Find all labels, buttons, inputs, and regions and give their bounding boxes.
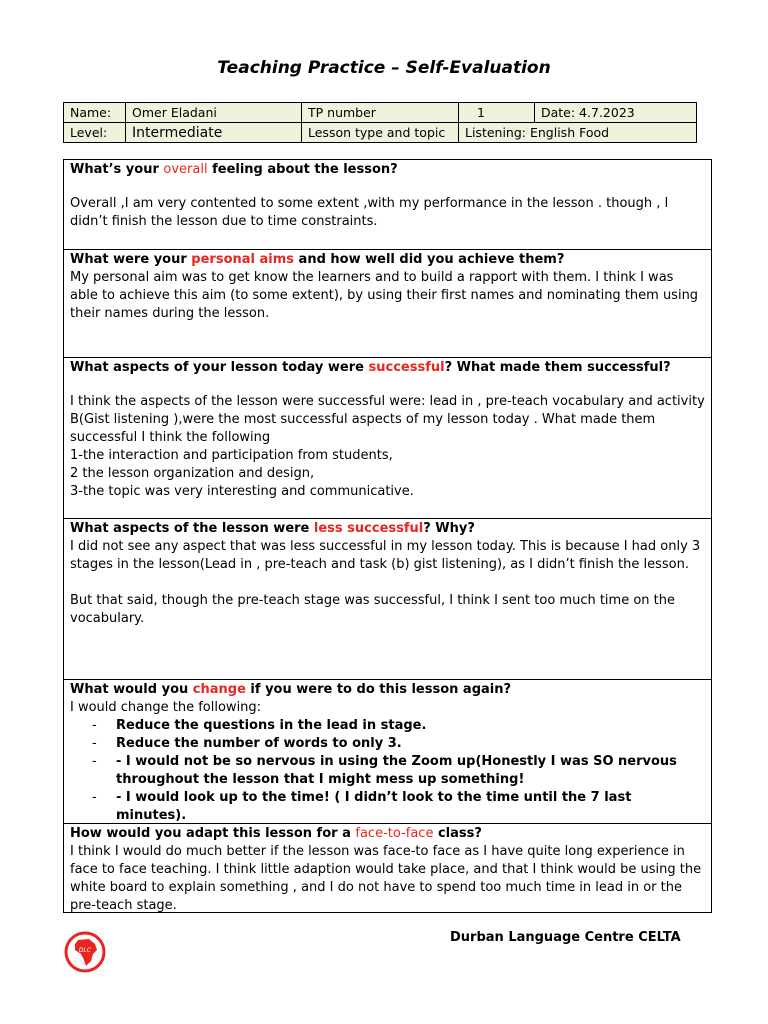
tp-label: TP number — [302, 103, 459, 123]
level-value: Intermediate — [126, 123, 302, 143]
answer-less-para2: But that said, though the pre-teach stage was successful, I think I sent too much time on the vocabulary. — [70, 593, 675, 626]
list-item: 1-the interaction and participation from students, — [70, 448, 393, 463]
evaluation-table — [63, 159, 712, 913]
name-label: Name: — [64, 103, 126, 123]
answer-overall: Overall ,I am very contented to some extent ,with my performance in the lesson . though , I didn’t finish the lesson due to time constraints. — [70, 196, 669, 229]
question-less-successful: What aspects of the lesson were less successful? Why? — [70, 521, 475, 536]
dlc-logo — [63, 930, 107, 974]
name-value: Omer Eladani — [126, 103, 302, 123]
section-aims — [64, 250, 711, 358]
section-adapt — [64, 824, 711, 912]
answer-less-para1: I did not see any aspect that was less successful in my lesson today. This is because I had only 3 stages in the lesson(Lead in , pre-teach and task (b) gist listening), as I didn’t finish the lesson. — [70, 539, 701, 572]
lesson-label: Lesson type and topic — [302, 123, 459, 143]
list-item: 2 the lesson organization and design, — [70, 466, 315, 481]
section-less-successful — [64, 519, 711, 680]
svg-text:DLC: DLC — [78, 947, 92, 954]
page-title: Teaching Practice – Self-Evaluation — [217, 58, 551, 78]
answer-aims: My personal aim was to get know the learners and to build a rapport with them. I think I was able to achieve this aim (to some extent), by using their first names and nominating them using their names during the lesson. — [70, 270, 699, 321]
footer-org: Durban Language Centre CELTA — [450, 930, 681, 945]
section-successful — [64, 358, 711, 519]
level-label: Level: — [64, 123, 126, 143]
list-item: - - I would look up to the time! ( I didn’t look to the time until the 7 last minutes). — [92, 790, 632, 823]
list-item: 3-the topic was very interesting and communicative. — [70, 484, 414, 499]
tp-value: 1 — [459, 103, 535, 123]
question-successful: What aspects of your lesson today were successful? What made them successful? — [70, 360, 671, 375]
section-overall — [64, 160, 711, 250]
answer-adapt: I think I would do much better if the lesson was face-to face as I have quite long experience in face to face teaching. I think little adaption would take place, and that I think would be using the white board to explain something , and I do not have to spend too much time in lead in or the pre-teach stage. — [70, 844, 702, 912]
keyword-successful: successful — [368, 360, 445, 375]
answer-successful-intro: I think the aspects of the lesson were successful were: lead in , pre-teach vocabulary and activity B(Gist listening ),were the most successful aspects of my lesson today . What made them successful I think the following — [70, 394, 705, 445]
date-value: Date: 4.7.2023 — [535, 103, 697, 123]
keyword-change: change — [192, 682, 246, 697]
question-change: What would you change if you were to do this lesson again? — [70, 682, 512, 697]
info-row-name — [64, 103, 697, 123]
keyword-personal-aims: personal aims — [191, 252, 295, 267]
list-item: - - I would not be so nervous in using the Zoom up(Honestly I was SO nervous throughout the lesson that I might mess up something! — [92, 754, 677, 787]
answer-change-intro: I would change the following: — [70, 700, 262, 715]
change-list — [70, 717, 705, 824]
list-item: - Reduce the number of words to only 3. — [92, 736, 402, 751]
question-adapt: How would you adapt this lesson for a face-to-face class? — [70, 826, 482, 841]
keyword-overall: overall — [163, 162, 208, 177]
lesson-value: Listening: English Food — [459, 123, 697, 143]
keyword-face-to-face: face-to-face — [355, 826, 434, 841]
info-row-level — [64, 123, 697, 143]
keyword-less-successful: less successful — [313, 521, 424, 536]
list-item: - Reduce the questions in the lead in stage. — [92, 718, 427, 733]
section-change — [64, 680, 711, 824]
question-aims: What were your personal aims and how well did you achieve them? — [70, 252, 565, 267]
info-table — [63, 102, 697, 143]
question-overall: What’s your overall feeling about the lesson? — [70, 162, 398, 177]
